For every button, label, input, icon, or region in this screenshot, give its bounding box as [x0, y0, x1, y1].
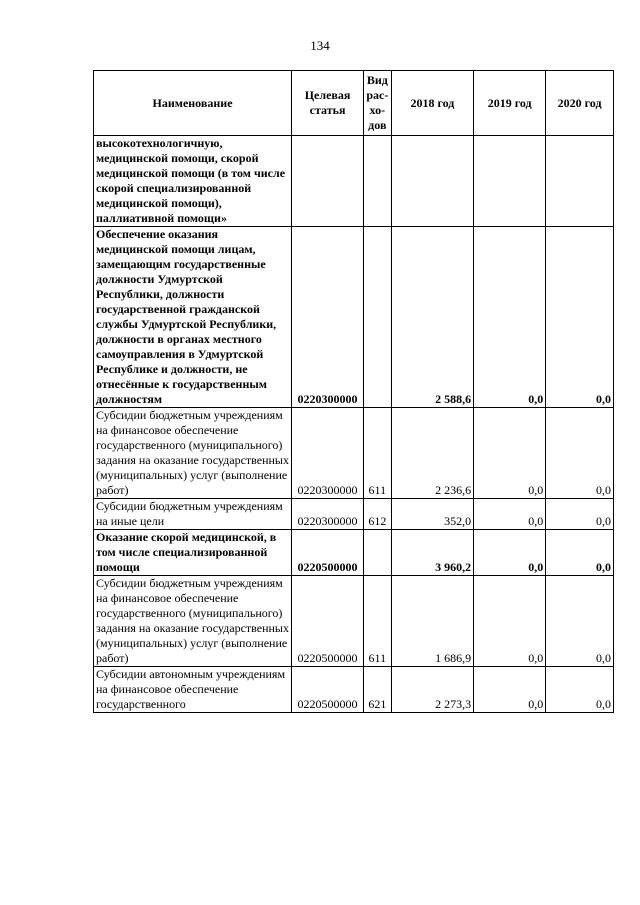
cell-name: Субсидии бюджетным учреждениям на иные цели: [94, 499, 292, 530]
cell-kind: [364, 227, 392, 408]
cell-y2020: 0,0: [546, 576, 614, 667]
header-2020: 2020 год: [546, 71, 614, 136]
cell-kind: 611: [364, 408, 392, 499]
table-row: [94, 530, 614, 576]
table-row: [94, 227, 614, 408]
header-2018: 2018 год: [391, 71, 474, 136]
cell-y2019: 0,0: [474, 499, 546, 530]
cell-y2019: [474, 136, 546, 227]
table-header-row: [94, 71, 614, 136]
cell-code: 0220500000: [292, 576, 364, 667]
cell-y2018: 2 236,6: [391, 408, 474, 499]
header-2019: 2019 год: [474, 71, 546, 136]
cell-name: Субсидии бюджетным учреждениям на финансовое обеспечение государственного (муниципального) задания на оказание государственных (муниципальных) услуг (выполнение работ): [94, 408, 292, 499]
cell-kind: 612: [364, 499, 392, 530]
cell-name: Обеспечение оказания медицинской помощи лицам, замещающим государственные должности Удмуртской Республики, должности государственной гражданской службы Удмуртской Республики, должности в органах местного самоуправления в Удмуртской Республике и должности, не отнесённые к государственным должностям: [94, 227, 292, 408]
cell-name: высокотехнологичную, медицинской помощи, скорой медицинской помощи (в том числе скорой специализированной медицинской помощи), паллиативной помощи»: [94, 136, 292, 227]
table-row: [94, 499, 614, 530]
cell-y2020: 0,0: [546, 499, 614, 530]
table-row: [94, 136, 614, 227]
cell-y2018: 3 960,2: [391, 530, 474, 576]
cell-code: 0220300000: [292, 408, 364, 499]
cell-y2018: 352,0: [391, 499, 474, 530]
cell-kind: 611: [364, 576, 392, 667]
cell-name: Субсидии автономным учреждениям на финансовое обеспечение государственного: [94, 667, 292, 713]
budget-table: [93, 70, 614, 713]
table-row: [94, 576, 614, 667]
cell-y2019: 0,0: [474, 408, 546, 499]
cell-y2018: 2 588,6: [391, 227, 474, 408]
table-row: [94, 667, 614, 713]
header-target: Целевая статья: [292, 71, 364, 136]
cell-name: Оказание скорой медицинской, в том числе специализированной помощи: [94, 530, 292, 576]
cell-y2020: 0,0: [546, 530, 614, 576]
cell-y2018: 2 273,3: [391, 667, 474, 713]
cell-y2020: 0,0: [546, 408, 614, 499]
header-kind: Вид рас-хо-дов: [364, 71, 392, 136]
cell-y2019: 0,0: [474, 576, 546, 667]
cell-kind: [364, 530, 392, 576]
cell-code: 0220500000: [292, 667, 364, 713]
cell-name: Субсидии бюджетным учреждениям на финансовое обеспечение государственного (муниципального) задания на оказание государственных (муниципальных) услуг (выполнение работ): [94, 576, 292, 667]
cell-code: 0220300000: [292, 499, 364, 530]
cell-kind: [364, 136, 392, 227]
cell-y2020: 0,0: [546, 227, 614, 408]
cell-code: 0220500000: [292, 530, 364, 576]
header-name: Наименование: [94, 71, 292, 136]
cell-y2018: 1 686,9: [391, 576, 474, 667]
cell-y2019: 0,0: [474, 667, 546, 713]
cell-code: 0220300000: [292, 227, 364, 408]
cell-code: [292, 136, 364, 227]
cell-y2018: [391, 136, 474, 227]
cell-y2020: [546, 136, 614, 227]
cell-kind: 621: [364, 667, 392, 713]
cell-y2020: 0,0: [546, 667, 614, 713]
table-row: [94, 408, 614, 499]
cell-y2019: 0,0: [474, 227, 546, 408]
page-number: 134: [310, 38, 330, 53]
cell-y2019: 0,0: [474, 530, 546, 576]
